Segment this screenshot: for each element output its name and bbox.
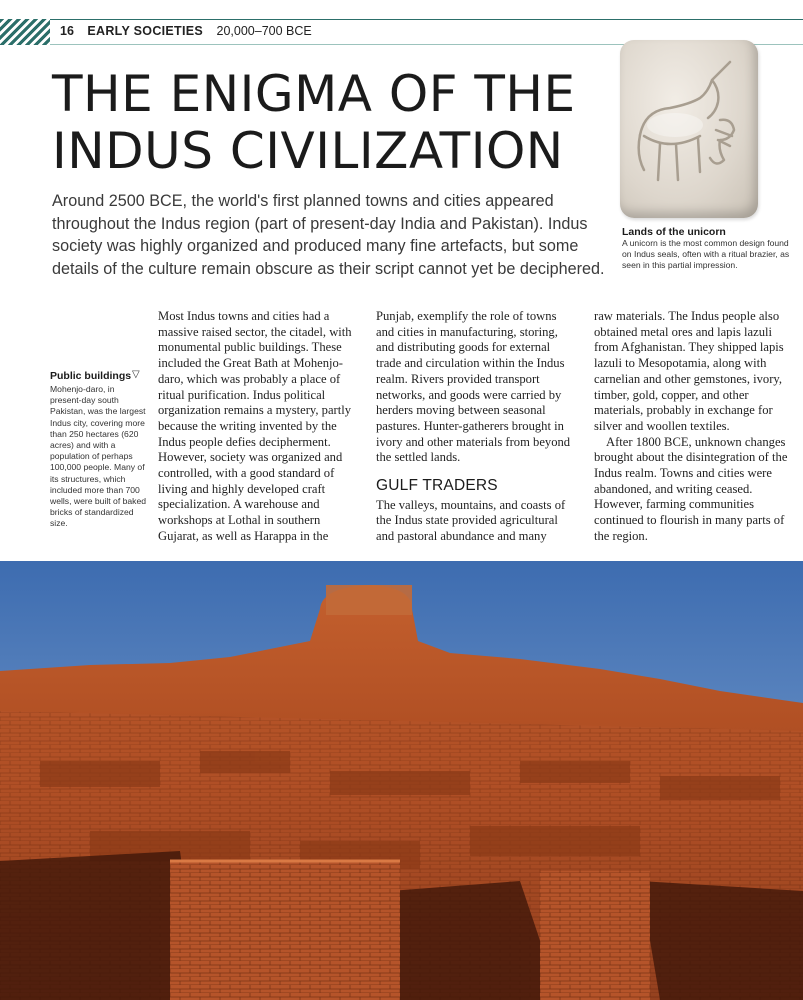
body-paragraph-1-continued: Punjab, exemplify the role of towns and cities in manufacturing, storing, and distributing goods for external trade and circulation within the Indus realm. Rivers provided transport networks, and goods were carried by herders moving between seasonal pastures. Hunter-gatherers brought in ivory and other materials from beyond the settled lands. [376, 309, 571, 465]
body-paragraph-1: Most Indus towns and cities had a massive raised sector, the citadel, with monumental public buildings. These included the Great Bath at Mohenjo-daro, which was probably a place of ritual purification. Indus political organization remains a mystery, partly because the writing invented by the Indus people defies decipherment. However, society was organized and controlled, with a good standard of living and highly developed craft specialization. A warehouse and workshops at Lothal in southern Gujarat, as well as Harappa in the [158, 309, 352, 543]
section-name: EARLY SOCIETIES [87, 24, 204, 38]
header-rule-top [50, 19, 803, 20]
seal-caption-title: Lands of the unicorn [622, 226, 726, 238]
intro-paragraph: Around 2500 BCE, the world's first planned towns and cities appeared throughout the Indus region (part of present-day India and Pakistan). Indus society was highly organized and produced many fine artefacts, but some details of the culture remain obscure as their script cannot yet be deciphered. [52, 192, 605, 278]
seal-caption-body: A unicorn is the most common design found on Indus seals, often with a ritual brazier, as seen in this partial impression. [622, 238, 790, 270]
body-column-2 [376, 309, 576, 545]
side-note-body: Mohenjo-daro, in present-day south Pakistan, was the largest Indus city, covering more than 250 hectares (620 acres) and with a population of perhaps 100,000 people. Many of its structures, which included more than 700 wells, were built of baked bricks of standardized size. [50, 384, 147, 529]
side-note-title: Public buildings [50, 370, 132, 382]
body-column-1 [158, 309, 358, 545]
unicorn-seal-image [620, 40, 758, 218]
body-paragraph-2-continued: raw materials. The Indus people also obtained metal ores and lapis lazuli from Afghanistan. They shipped lapis lazuli to Mesopotamia, along with carnelian and other gemstones, ivory, timber, gold, copper, and other materials, probably in exchange for silver and woollen textiles. [594, 309, 784, 433]
running-header [60, 24, 312, 38]
down-triangle-icon: ▽ [132, 369, 140, 380]
page-title [52, 66, 612, 180]
mohenjo-daro-ruins-photo [0, 561, 803, 1000]
body-paragraph-3: After 1800 BCE, unknown changes brought about the disintegration of the Indus realm. Towns and cities were abandoned, and writing ceased. However, farming communities continued to flourish in many parts of the region. [594, 434, 788, 543]
unicorn-seal-icon [620, 40, 758, 218]
page-number: 16 [60, 24, 74, 38]
body-paragraph-2: The valleys, mountains, and coasts of the Indus state provided agricultural and pastoral abundance and many [376, 497, 566, 544]
section-dates: 20,000–700 BCE [216, 24, 312, 38]
gulf-traders-heading: GULF TRADERS [376, 477, 498, 495]
title-line-1: THE ENIGMA OF THE [52, 65, 576, 123]
body-column-3 [594, 309, 794, 545]
header-pattern [0, 19, 50, 45]
title-line-2: INDUS CIVILIZATION [52, 122, 564, 180]
